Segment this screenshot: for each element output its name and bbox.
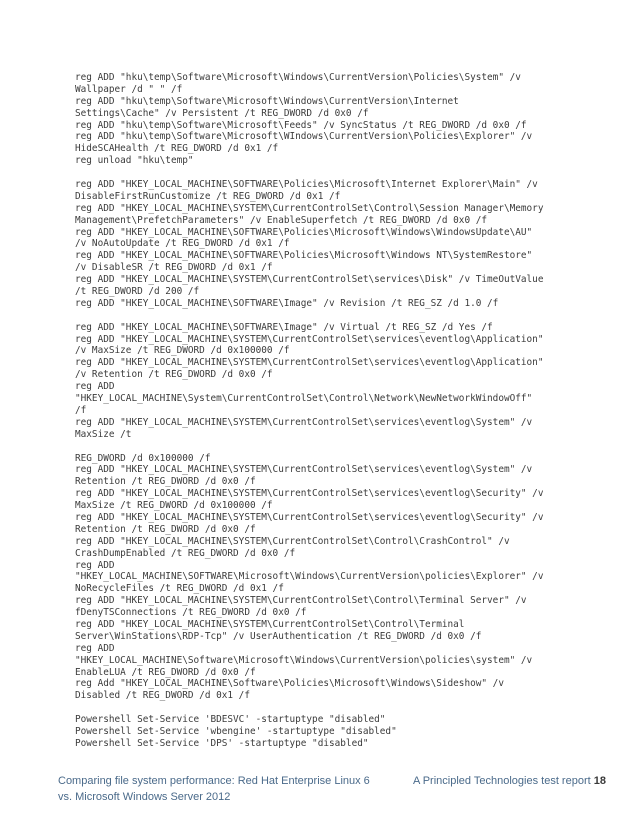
code-line: reg unload "hku\temp" bbox=[75, 155, 194, 167]
code-line: reg ADD "hku\temp\Software\Microsoft\WIndows\CurrentVersion\Policies\Explorer" /v bbox=[75, 131, 533, 143]
code-line: EnableLUA /t REG_DWORD /d 0x0 /f bbox=[75, 666, 256, 678]
code-line: Disabled /t REG_DWORD /d 0x1 /f bbox=[75, 690, 250, 702]
code-blank-line bbox=[75, 702, 615, 714]
footer-report-title bbox=[58, 773, 370, 805]
code-line: reg Add "HKEY_LOCAL_MACHINE\Software\Policies\Microsoft\Windows\Sideshow" /v bbox=[75, 678, 504, 690]
code-line: reg ADD "HKEY_LOCAL_MACHINE\SOFTWARE\Policies\Microsoft\Windows\WindowsUpdate\AU" bbox=[75, 226, 533, 238]
code-line: reg ADD bbox=[75, 642, 115, 654]
code-line: MaxSize /t bbox=[75, 428, 132, 440]
code-blank-line bbox=[75, 167, 615, 179]
code-line: NoRecycleFiles /t REG_DWORD /d 0x1 /f bbox=[75, 583, 284, 595]
code-line: reg ADD "HKEY_LOCAL_MACHINE\SYSTEM\CurrentControlSet\Control\CrashControl" /v bbox=[75, 535, 510, 547]
footer-report-label-text: A Principled Technologies test report bbox=[412, 775, 591, 787]
code-line: reg ADD "hku\temp\Software\Microsoft\Windows\CurrentVersion\Internet bbox=[75, 95, 459, 107]
code-line: Powershell Set-Service 'DPS' -startuptype "disabled" bbox=[75, 737, 369, 749]
code-line: reg ADD "HKEY_LOCAL_MACHINE\SYSTEM\CurrentControlSet\Control\Terminal Server" /v bbox=[75, 595, 527, 607]
code-line: reg ADD bbox=[75, 559, 115, 571]
code-line: REG_DWORD /d 0x100000 /f bbox=[75, 452, 211, 464]
code-line: reg ADD "HKEY_LOCAL_MACHINE\SYSTEM\CurrentControlSet\services\eventlog\System" /v bbox=[75, 464, 533, 476]
code-line: reg ADD "HKEY_LOCAL_MACHINE\SOFTWARE\Image" /v Virtual /t REG_SZ /d Yes /f bbox=[75, 321, 493, 333]
code-line: /v NoAutoUpdate /t REG_DWORD /d 0x1 /f bbox=[75, 238, 290, 250]
code-line: reg ADD "HKEY_LOCAL_MACHINE\SOFTWARE\Image" /v Revision /t REG_SZ /d 1.0 /f bbox=[75, 297, 499, 309]
code-line: /v DisableSR /t REG_DWORD /d 0x1 /f bbox=[75, 262, 273, 274]
code-line: Management\PrefetchParameters" /v EnableSuperfetch /t REG_DWORD /d 0x0 /f bbox=[75, 214, 488, 226]
code-line: reg ADD "HKEY_LOCAL_MACHINE\SYSTEM\CurrentControlSet\services\eventlog\Security" /v bbox=[75, 488, 544, 500]
code-line: "HKEY_LOCAL_MACHINE\System\CurrentControlSet\Control\Network\NewNetworkWindowOff" bbox=[75, 393, 533, 405]
code-line: reg ADD "HKEY_LOCAL_MACHINE\SYSTEM\CurrentControlSet\Control\Terminal bbox=[75, 618, 465, 630]
code-line: HideSCAHealth /t REG_DWORD /d 0x1 /f bbox=[75, 143, 279, 155]
code-line: "HKEY_LOCAL_MACHINE\Software\Microsoft\Windows\CurrentVersion\policies\system" /v bbox=[75, 654, 533, 666]
code-line: CrashDumpEnabled /t REG_DWORD /d 0x0 /f bbox=[75, 547, 296, 559]
code-line: reg ADD "HKEY_LOCAL_MACHINE\SYSTEM\CurrentControlSet\services\eventlog\Application" bbox=[75, 333, 544, 345]
code-line: fDenyTSConnections /t REG_DWORD /d 0x0 /f bbox=[75, 607, 307, 619]
code-line: /f bbox=[75, 404, 87, 416]
code-line: reg ADD "hku\temp\Software\Microsoft\Windows\CurrentVersion\Policies\System" /v bbox=[75, 72, 521, 83]
code-line: /v MaxSize /t REG_DWORD /d 0x100000 /f bbox=[75, 345, 290, 357]
code-line: Powershell Set-Service 'BDESVC' -startuptype "disabled" bbox=[75, 714, 386, 726]
code-line: /t REG_DWORD /d 200 /f bbox=[75, 286, 200, 298]
code-line: reg ADD "HKEY_LOCAL_MACHINE\SOFTWARE\Policies\Microsoft\Internet Explorer\Main" /v bbox=[75, 179, 538, 191]
code-line: "HKEY_LOCAL_MACHINE\SOFTWARE\Microsoft\Windows\CurrentVersion\policies\Explorer" /v bbox=[75, 571, 544, 583]
page-number: 18 bbox=[593, 775, 606, 787]
code-line: reg ADD "HKEY_LOCAL_MACHINE\SYSTEM\CurrentControlSet\Control\Session Manager\Memory bbox=[75, 202, 544, 214]
code-line: Settings\Cache" /v Persistent /t REG_DWORD /d 0x0 /f bbox=[75, 107, 369, 119]
code-line: reg ADD "HKEY_LOCAL_MACHINE\SYSTEM\CurrentControlSet\services\eventlog\Application" bbox=[75, 357, 544, 369]
code-line: Retention /t REG_DWORD /d 0x0 /f bbox=[75, 476, 256, 488]
code-blank-line bbox=[75, 310, 615, 322]
code-line: Retention /t REG_DWORD /d 0x0 /f bbox=[75, 523, 256, 535]
code-blank-line bbox=[75, 441, 615, 453]
code-line: reg ADD "HKEY_LOCAL_MACHINE\SOFTWARE\Policies\Microsoft\Windows NT\SystemRestore" bbox=[75, 250, 533, 262]
code-line: reg ADD "HKEY_LOCAL_MACHINE\SYSTEM\CurrentControlSet\services\eventlog\System" /v bbox=[75, 416, 533, 428]
code-listing bbox=[75, 72, 615, 750]
code-line: reg ADD "HKEY_LOCAL_MACHINE\SYSTEM\CurrentControlSet\services\Disk" /v TimeOutValue bbox=[75, 274, 544, 286]
code-line: reg ADD bbox=[75, 381, 115, 393]
code-line: /v Retention /t REG_DWORD /d 0x0 /f bbox=[75, 369, 273, 381]
code-line: MaxSize /t REG_DWORD /d 0x100000 /f bbox=[75, 500, 273, 512]
footer-title-line-2: vs. Microsoft Windows Server 2012 bbox=[58, 791, 231, 803]
footer-title-line-1: Comparing file system performance: Red Hat Enterprise Linux 6 bbox=[58, 775, 370, 787]
code-line: Powershell Set-Service 'wbengine' -startuptype "disabled" bbox=[75, 725, 397, 737]
code-line: Wallpaper /d " " /f bbox=[75, 83, 183, 95]
code-line: Server\WinStations\RDP-Tcp" /v UserAuthentication /t REG_DWORD /d 0x0 /f bbox=[75, 630, 482, 642]
code-line: reg ADD "HKEY_LOCAL_MACHINE\SYSTEM\CurrentControlSet\services\eventlog\Security" /v bbox=[75, 511, 544, 523]
code-line: reg ADD "hku\temp\Software\Microsoft\Feeds" /v SyncStatus /t REG_DWORD /d 0x0 /f bbox=[75, 119, 527, 131]
code-line: DisableFirstRunCustomize /t REG_DWORD /d 0x1 /f bbox=[75, 190, 341, 202]
footer-report-label bbox=[413, 773, 606, 789]
